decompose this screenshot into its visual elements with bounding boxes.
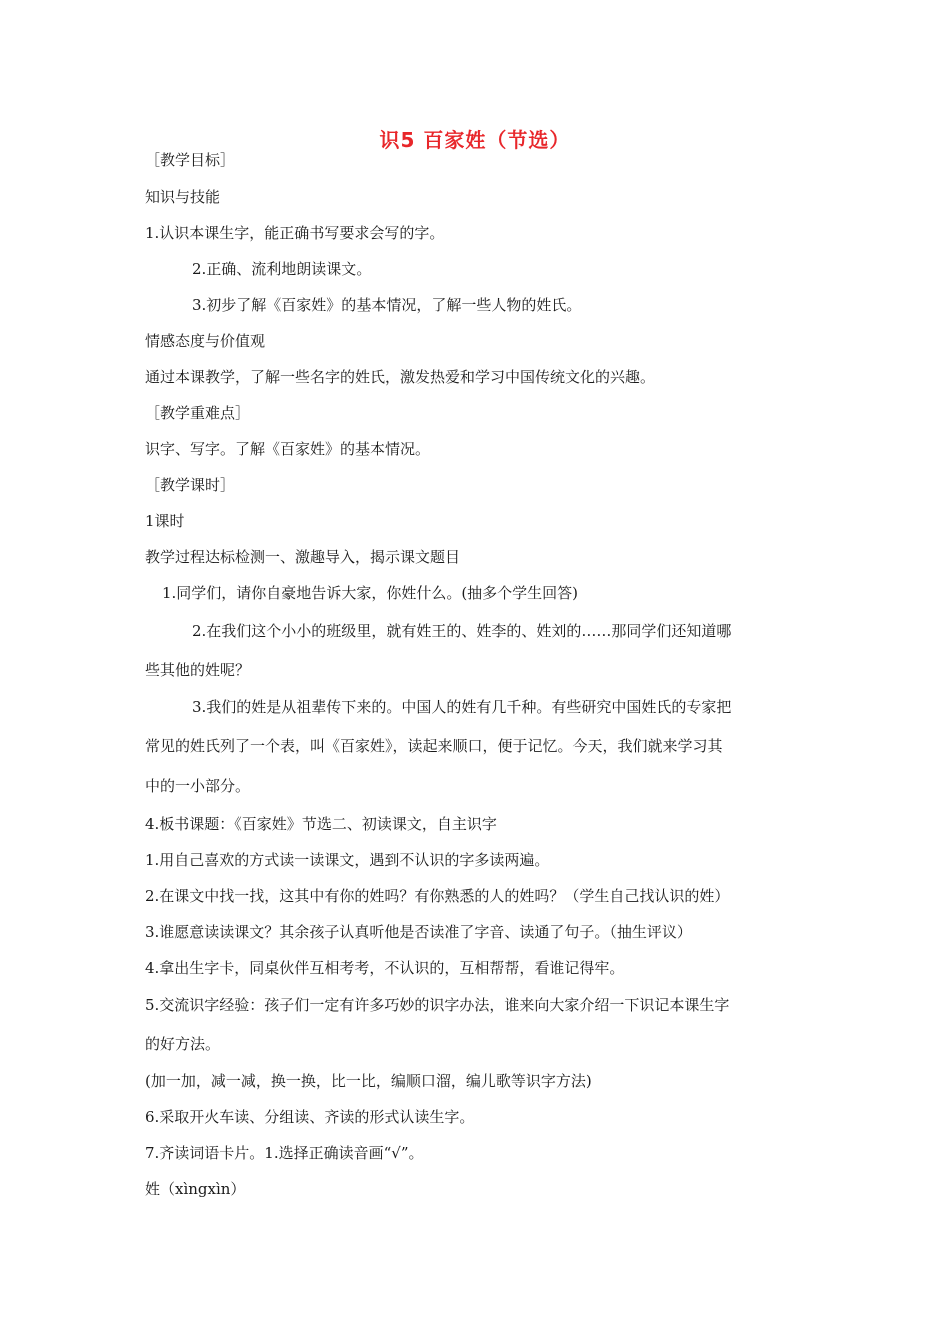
section-heading-objectives: ［教学目标］: [145, 151, 236, 169]
step-item: 6.采取开火车读、分组读、齐读的形式认读生字。: [145, 1108, 475, 1126]
objective-item: 1.认识本课生字，能正确书写要求会写的字。: [145, 224, 445, 242]
step-item: 4.拿出生字卡，同桌伙伴互相考考，不认识的，互相帮帮，看谁记得牢。: [145, 959, 625, 977]
step-item: 3.我们的姓是从祖辈传下来的。中国人的姓有几千种。有些研究中国姓氏的专家把: [192, 698, 732, 716]
step-item-continued: 些其他的姓呢？: [145, 661, 251, 679]
step-item-continued: 的好方法。: [145, 1035, 221, 1053]
document-title: 识5 百家姓（节选）: [379, 128, 571, 152]
paragraph: 教学过程达标检测一、激趣导入，揭示课文题目: [145, 548, 461, 566]
section-heading-class-hours: ［教学课时］: [145, 476, 236, 494]
section-heading-key-points: ［教学重难点］: [145, 404, 251, 422]
step-item: 1.同学们，请你自豪地告诉大家，你姓什么。(抽多个学生回答): [162, 584, 579, 602]
subheading-knowledge-skills: 知识与技能: [145, 188, 221, 206]
objective-item: 2.正确、流利地朗读课文。: [192, 260, 372, 278]
pinyin-exercise: 姓（xìngxìn）: [145, 1180, 246, 1198]
step-item: 4.板书课题：《百家姓》节选二、初读课文，自主识字: [145, 815, 497, 833]
step-item: 7.齐读词语卡片。1.选择正确读音画“√”。: [145, 1144, 424, 1162]
step-item-continued: 中的一小部分。: [145, 777, 251, 795]
step-item: 3.谁愿意读读课文？其余孩子认真听他是否读准了字音、读通了句子。（抽生评议）: [145, 923, 692, 941]
paragraph: 识字、写字。了解《百家姓》的基本情况。: [145, 440, 431, 458]
paragraph: 通过本课教学，了解一些名字的姓氏，激发热爱和学习中国传统文化的兴趣。: [145, 368, 656, 386]
step-item: 2.在我们这个小小的班级里，就有姓王的、姓李的、姓刘的……那同学们还知道哪: [192, 622, 732, 640]
step-item: 2.在课文中找一找，这其中有你的姓吗？有你熟悉的人的姓吗？（学生自己找认识的姓）: [145, 887, 730, 905]
objective-item: 3.初步了解《百家姓》的基本情况，了解一些人物的姓氏。: [192, 296, 582, 314]
step-item-continued: 常见的姓氏列了一个表，叫《百家姓》，读起来顺口，便于记忆。今天，我们就来学习其: [145, 737, 723, 755]
subheading-attitude-values: 情感态度与价值观: [145, 332, 266, 350]
step-item: 1.用自己喜欢的方式读一读课文，遇到不认识的字多读两遍。: [145, 851, 550, 869]
paragraph: (加一加，减一减，换一换，比一比，编顺口溜，编儿歌等识字方法): [145, 1072, 592, 1090]
paragraph: 1课时: [145, 512, 185, 530]
step-item: 5.交流识字经验：孩子们一定有许多巧妙的识字办法，谁来向大家介绍一下识记本课生字: [145, 996, 730, 1014]
